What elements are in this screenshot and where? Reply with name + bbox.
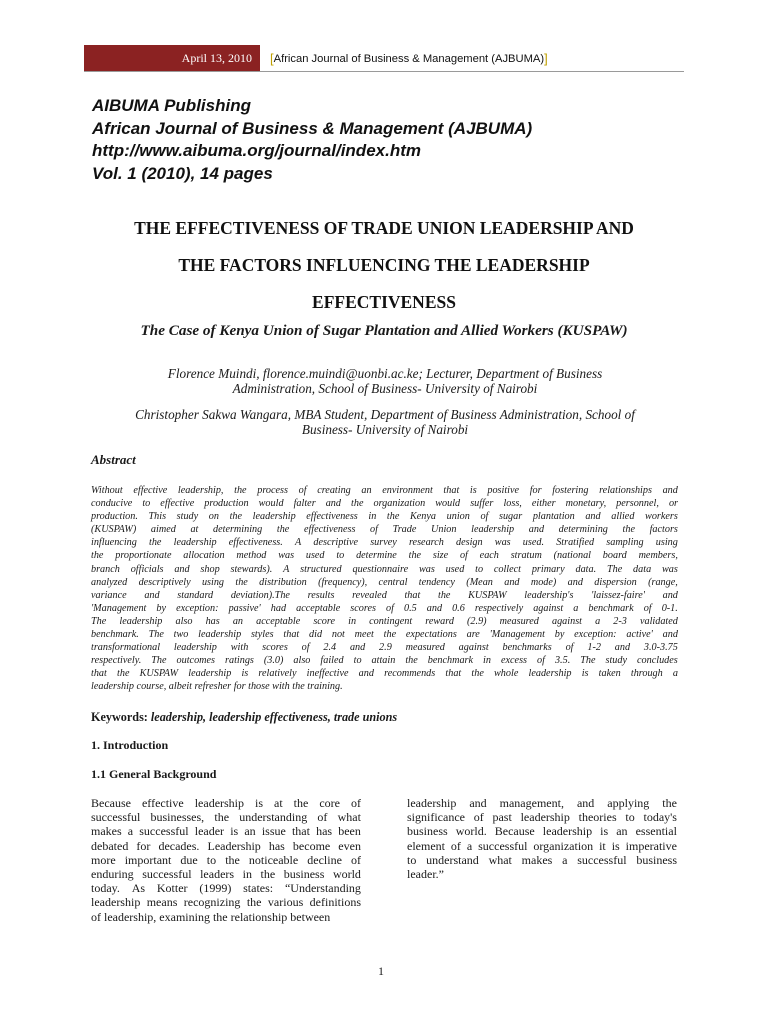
header-date: April 13, 2010 xyxy=(84,45,260,72)
abstract-line: the proportionate allocation method was used to determine the size of each stratum (national board members, xyxy=(91,550,678,562)
abstract-line: benchmark. The two leadership styles that did not meet the expectations are 'Management by exception: active' and xyxy=(91,629,678,641)
header-rule xyxy=(84,71,684,72)
abstract-line: leadership course, albeit refresher for those with the training. xyxy=(91,681,343,693)
body-line: of leadership, examining the relationship between xyxy=(91,909,331,924)
abstract-line: production. This study on the leadership effectiveness in the Kenya union of sugar plantation and allied workers xyxy=(91,511,678,523)
abstract-line: transformational leadership with scores of 2.4 and 2.9 measured against benchmarks of 1-2 and 3.0-3.75 xyxy=(91,642,678,654)
author-2-line-2: Business- University of Nairobi xyxy=(301,421,469,437)
body-column-left xyxy=(91,796,361,924)
body-line: enduring successful leaders in the business world xyxy=(91,866,361,881)
abstract-line: (KUSPAW) aimed at determining the effectiveness of Trade Union leadership and determining the factors xyxy=(91,524,678,536)
body-line: leadership means recognizing the various definitions xyxy=(91,895,361,910)
body-line: makes a successful leader is an issue that has been xyxy=(91,824,361,839)
journal-url: http://www.aibuma.org/journal/index.htm xyxy=(92,141,421,160)
journal-name: African Journal of Business & Management (AJBUMA) xyxy=(92,118,533,138)
body-line: more important due to the noticeable decline of xyxy=(91,852,361,867)
body-line: to understand what makes a successful business xyxy=(407,852,677,867)
keywords-value: leadership, leadership effectiveness, trade unions xyxy=(150,710,398,724)
page-number: 1 xyxy=(378,964,384,978)
abstract-line: The leadership also has an acceptable score in contingent reward (2.9) measured against a 2-3 validated xyxy=(91,615,678,627)
abstract-line: influencing the leadership effectiveness. A descriptive survey research design was used. Stratified sampling using xyxy=(91,537,678,549)
title-line-1: THE EFFECTIVENESS OF TRADE UNION LEADERSHIP AND xyxy=(134,218,634,238)
keywords-label: Keywords: xyxy=(91,710,148,724)
publisher-name: AIBUMA Publishing xyxy=(92,96,251,115)
abstract-line: variance and standard deviation).The results revealed that the KUSPAW leadership's 'laissez-faire' and xyxy=(91,589,678,601)
title-line-3: EFFECTIVENESS xyxy=(312,292,456,312)
header-bracket-close: ] xyxy=(544,51,548,66)
author-1 xyxy=(90,367,680,396)
volume-info: Vol. 1 (2010), 14 pages xyxy=(92,163,273,183)
abstract-line: 'Management by exception: passive' had acceptable scores of 0.5 and 0.6 respectively against a benchmark of 0-1. xyxy=(91,602,678,614)
body-line: leadership and management, and applying the xyxy=(407,796,677,810)
body-line: successful businesses, the understanding of what xyxy=(91,810,361,825)
author-1-line-2: Administration, School of Business- University of Nairobi xyxy=(232,380,538,396)
publisher-block xyxy=(92,95,532,185)
body-line: significance of past leadership theories to today's xyxy=(407,810,677,825)
section-heading-general-background: 1.1 General Background xyxy=(91,767,217,781)
body-line: Because effective leadership is at the core of xyxy=(91,796,361,810)
body-line: business world. Because leadership is an essential xyxy=(407,824,677,839)
body-line: today. As Kotter (1999) states: “Understanding xyxy=(91,881,361,896)
paper-title xyxy=(80,210,688,321)
author-2-line-1: Christopher Sakwa Wangara, MBA Student, Department of Business Administration, School of xyxy=(135,407,635,422)
body-line: leader.” xyxy=(407,866,444,881)
abstract-line: conducive to effective production would falter and the organization would suffer loss, either monetary, personnel, or xyxy=(91,498,678,510)
running-header xyxy=(84,45,548,72)
abstract-line: branch officials and shop stewards). A structured questionnaire was used to collect primary data. The data was xyxy=(91,563,678,575)
title-line-2: THE FACTORS INFLUENCING THE LEADERSHIP xyxy=(178,255,590,275)
abstract-line: that the KUSPAW leadership is relatively ineffective and recommends that the whole leadership is taken through a xyxy=(91,668,678,680)
keywords xyxy=(91,710,397,725)
abstract-line: Without effective leadership, the process of creating an environment that is positive for fostering relationships and xyxy=(91,485,678,496)
body-line: debated for decades. Leadership has become even xyxy=(91,838,361,853)
header-bracket-open: [ xyxy=(270,51,274,66)
paper-subtitle: The Case of Kenya Union of Sugar Plantation and Allied Workers (KUSPAW) xyxy=(140,322,628,339)
header-journal xyxy=(260,45,548,72)
abstract-line: respectively. The outcomes ratings (3.0) also failed to attain the benchmark in excess of 3.5. The study concludes xyxy=(91,655,678,667)
body-line: element of a successful organization it is imperative xyxy=(407,838,677,853)
author-2 xyxy=(90,408,680,437)
abstract-heading: Abstract xyxy=(91,452,136,467)
body-column-right xyxy=(407,796,677,881)
header-journal-name: African Journal of Business & Management (AJBUMA) xyxy=(273,52,545,65)
abstract-line: analyzed descriptively using the distribution (frequency), central tendency (Mean and mode) and dispersion (range, xyxy=(91,576,678,588)
section-heading-introduction: 1. Introduction xyxy=(91,738,169,752)
abstract-body xyxy=(91,484,678,694)
author-1-line-1: Florence Muindi, florence.muindi@uonbi.ac.ke; Lecturer, Department of Business xyxy=(167,366,603,381)
